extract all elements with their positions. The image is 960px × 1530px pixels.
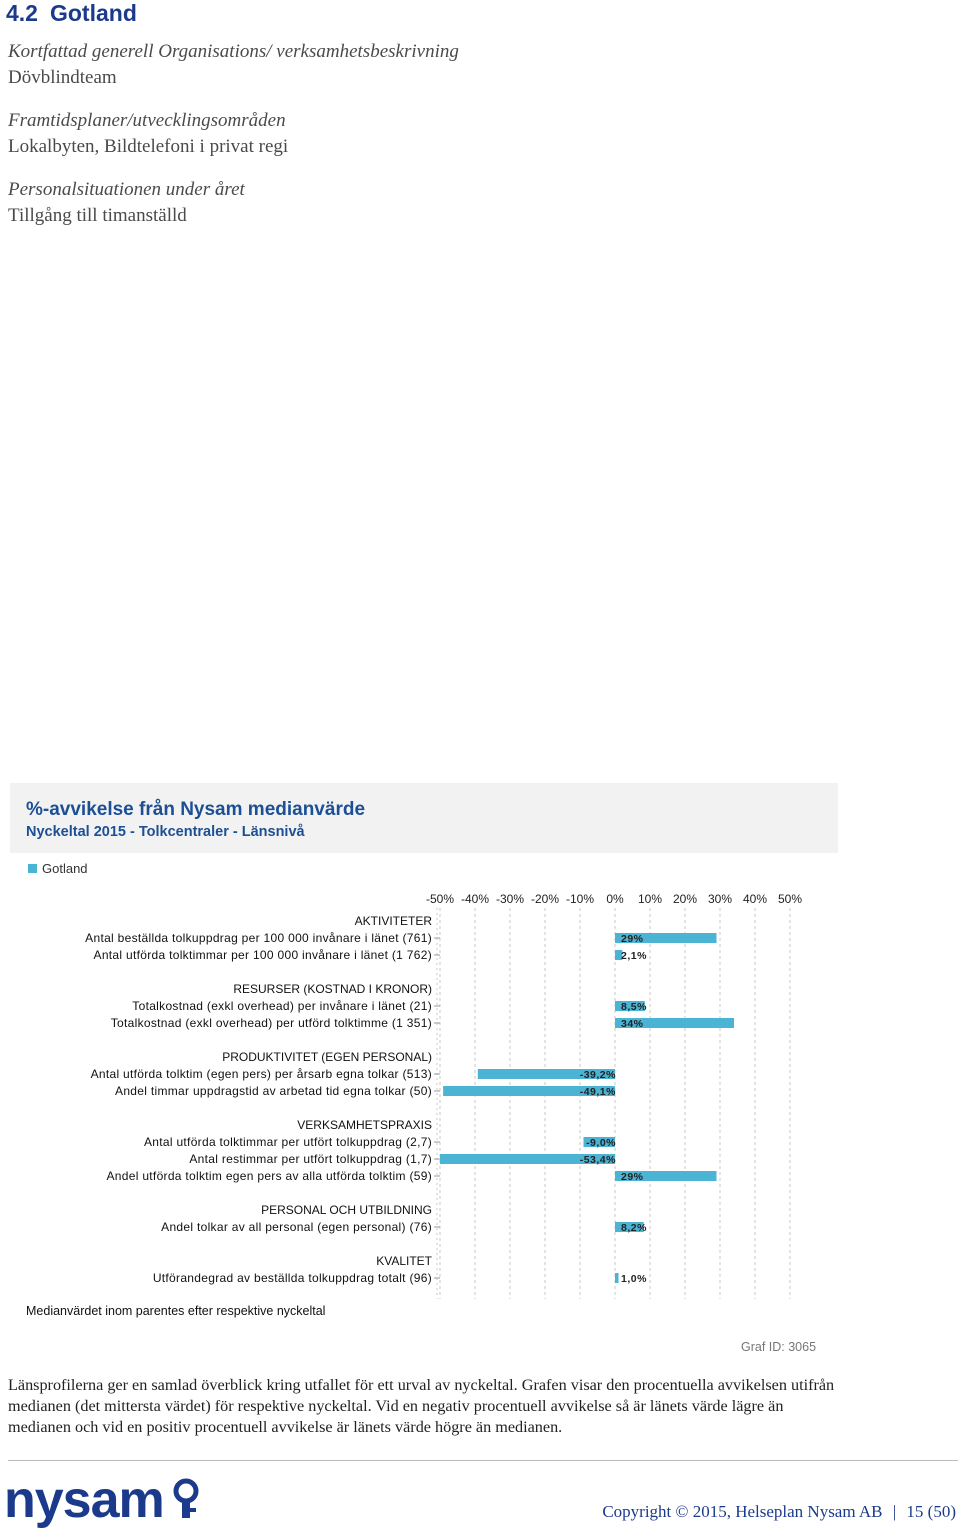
intro-label-description: Kortfattad generell Organisations/ verksamhetsbeskrivning bbox=[8, 41, 459, 62]
x-tick-label: 30% bbox=[707, 892, 733, 906]
category-label: Utförandegrad av beställda tolkuppdrag totalt (96) bbox=[152, 1271, 432, 1285]
category-label: Antal utförda tolktimmar per utfört tolkuppdrag (2,7) bbox=[143, 1135, 432, 1149]
chart-header bbox=[10, 783, 838, 853]
nysam-logo: nysam bbox=[4, 1471, 164, 1529]
footer-separator: | bbox=[892, 1502, 897, 1521]
data-label: 2,1% bbox=[621, 950, 647, 962]
intro-value-staff: Tillgång till timanställd bbox=[8, 205, 187, 226]
data-label: -53,4% bbox=[579, 1154, 616, 1166]
x-tick-label: 10% bbox=[637, 892, 663, 906]
section-heading bbox=[6, 0, 137, 27]
chart-legend bbox=[28, 861, 88, 876]
chart-subtitle: Nyckeltal 2015 - Tolkcentraler - Länsnivå bbox=[26, 824, 305, 840]
category-label: Andel utförda tolktim egen pers av alla utförda tolktim (59) bbox=[106, 1169, 432, 1183]
category-label: Andel timmar uppdragstid av arbetad tid egna tolkar (50) bbox=[115, 1084, 432, 1098]
x-tick-label: -30% bbox=[495, 892, 525, 906]
body-text: Länsprofilerna ger en samlad överblick kring utfallet för ett urval av nyckeltal. Grafen visar den procentuella avvikelsen utifrån medianen (det mittersta värdet) för respektive nyckeltal. Vid en negativ procentuell avvikelse så är länets värde lägre än medianen och vid en positiv procentuell avvikelse är länets värde högre än medianen. bbox=[8, 1376, 835, 1436]
bar bbox=[615, 1273, 619, 1283]
footer-copyright bbox=[602, 1502, 956, 1522]
chart-title: %-avvikelse från Nysam medianvärde bbox=[26, 799, 366, 820]
data-label: 8,2% bbox=[621, 1222, 647, 1234]
keyhole-logo-icon bbox=[168, 1478, 204, 1522]
intro-value-description: Dövblindteam bbox=[8, 67, 117, 88]
legend-swatch bbox=[28, 864, 37, 873]
footer-divider bbox=[8, 1460, 958, 1461]
group-label: VERKSAMHETSPRAXIS bbox=[297, 1118, 432, 1132]
data-label: -39,2% bbox=[579, 1069, 616, 1081]
group-label: PERSONAL OCH UTBILDNING bbox=[261, 1203, 432, 1217]
section-number: 4.2 bbox=[6, 0, 38, 26]
graph-id: Graf ID: 3065 bbox=[741, 1340, 817, 1354]
category-label: Antal restimmar per utfört tolkuppdrag (1,7) bbox=[189, 1152, 432, 1166]
x-tick-label: -50% bbox=[425, 892, 455, 906]
category-label: Antal utförda tolktim (egen pers) per årsarb egna tolkar (513) bbox=[90, 1067, 432, 1081]
chart-footnote: Medianvärdet inom parentes efter respektive nyckeltal bbox=[26, 1304, 326, 1318]
category-label: Antal beställda tolkuppdrag per 100 000 invånare i länet (761) bbox=[85, 931, 432, 945]
data-label: 8,5% bbox=[621, 1001, 647, 1013]
intro-value-future-plans: Lokalbyten, Bildtelefoni i privat regi bbox=[8, 136, 289, 157]
data-label: -9,0% bbox=[586, 1137, 616, 1149]
data-label: 29% bbox=[621, 933, 644, 945]
intro-label-future-plans: Framtidsplaner/utvecklingsområden bbox=[8, 110, 286, 131]
x-tick-label: -10% bbox=[565, 892, 595, 906]
group-label: AKTIVITETER bbox=[354, 914, 432, 928]
category-label: Totalkostnad (exkl overhead) per utförd tolktimme (1 351) bbox=[110, 1016, 432, 1030]
data-label: 1,0% bbox=[621, 1273, 647, 1285]
bar-chart bbox=[0, 880, 960, 1300]
section-title: Gotland bbox=[49, 0, 137, 26]
x-tick-label: 50% bbox=[777, 892, 803, 906]
copyright-text: Copyright © 2015, Helseplan Nysam AB bbox=[602, 1502, 883, 1521]
category-label: Andel tolkar av all personal (egen personal) (76) bbox=[161, 1220, 432, 1234]
group-label: PRODUKTIVITET (EGEN PERSONAL) bbox=[222, 1050, 432, 1064]
data-label: 34% bbox=[621, 1018, 644, 1030]
x-tick-label: 40% bbox=[742, 892, 768, 906]
data-label: -49,1% bbox=[579, 1086, 616, 1098]
page-number: 15 (50) bbox=[906, 1502, 956, 1521]
group-label: KVALITET bbox=[376, 1254, 432, 1268]
category-label: Totalkostnad (exkl overhead) per invånare i länet (21) bbox=[132, 999, 432, 1013]
intro-label-staff: Personalsituationen under året bbox=[8, 179, 245, 200]
x-tick-label: -40% bbox=[460, 892, 490, 906]
x-tick-label: 0% bbox=[606, 892, 624, 906]
data-label: 29% bbox=[621, 1171, 644, 1183]
group-label: RESURSER (KOSTNAD I KRONOR) bbox=[233, 982, 432, 996]
category-label: Antal utförda tolktimmar per 100 000 invånare i länet (1 762) bbox=[93, 948, 432, 962]
legend-label: Gotland bbox=[42, 861, 88, 876]
x-tick-label: -20% bbox=[530, 892, 560, 906]
x-tick-label: 20% bbox=[672, 892, 698, 906]
